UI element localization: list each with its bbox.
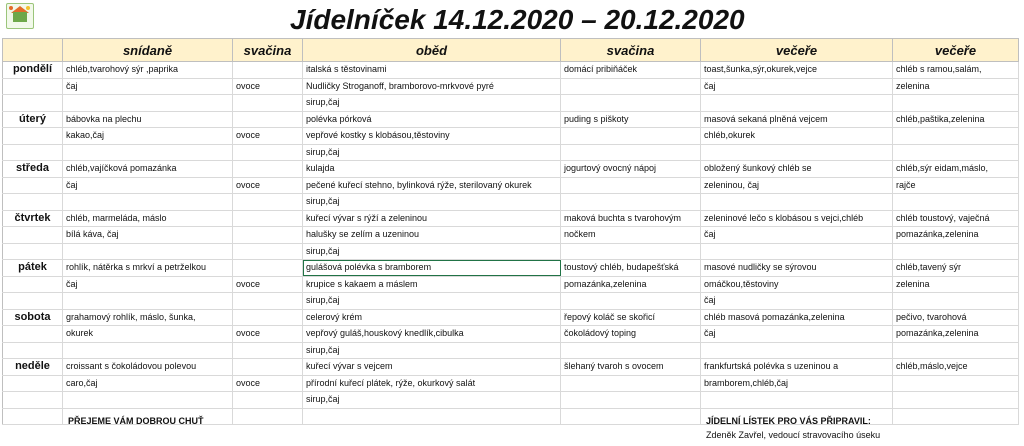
- table-row: [3, 260, 1019, 277]
- menu-cell[interactable]: čaj: [701, 227, 893, 244]
- menu-cell[interactable]: sirup,čaj: [303, 243, 561, 260]
- menu-cell[interactable]: krupice s kakaem a máslem: [303, 276, 561, 293]
- menu-cell[interactable]: [561, 144, 701, 161]
- menu-cell[interactable]: [893, 243, 1019, 260]
- table-row: [3, 78, 1019, 95]
- menu-cell[interactable]: [233, 260, 303, 277]
- menu-cell[interactable]: pečivo, tvarohová: [893, 309, 1019, 326]
- table-row: [3, 111, 1019, 128]
- menu-cell[interactable]: [233, 293, 303, 310]
- day-cell[interactable]: [3, 392, 63, 409]
- table-row: [3, 309, 1019, 326]
- menu-cell[interactable]: [561, 408, 701, 425]
- table-row: [3, 342, 1019, 359]
- day-cell[interactable]: [3, 276, 63, 293]
- menu-cell[interactable]: chléb masová pomazánka,zelenina: [701, 309, 893, 326]
- day-cell[interactable]: neděle: [3, 359, 63, 376]
- menu-cell[interactable]: Nudličky Stroganoff, bramborovo-mrkvové pyré: [303, 78, 561, 95]
- menu-cell[interactable]: halušky se zelím a uzeninou: [303, 227, 561, 244]
- day-cell[interactable]: pondělí: [3, 62, 63, 79]
- header-row: [3, 39, 1019, 62]
- table-row: [3, 293, 1019, 310]
- menu-cell[interactable]: [893, 128, 1019, 145]
- menu-cell[interactable]: omáčkou,těstoviny: [701, 276, 893, 293]
- menu-cell[interactable]: sirup,čaj: [303, 95, 561, 112]
- menu-cell[interactable]: puding s piškoty: [561, 111, 701, 128]
- logo-house: [13, 12, 27, 22]
- menu-cell[interactable]: šlehaný tvaroh s ovocem: [561, 359, 701, 376]
- day-cell[interactable]: [3, 128, 63, 145]
- table-row: [3, 392, 1019, 409]
- day-cell[interactable]: středa: [3, 161, 63, 178]
- menu-cell[interactable]: kuřecí vývar s rýží a zeleninou: [303, 210, 561, 227]
- header-cell-dinner: večeře: [701, 39, 893, 62]
- footer-prepared-name: Zdeněk Zavřel, vedoucí stravovacího úseku: [706, 430, 881, 440]
- menu-cell[interactable]: čaj: [701, 326, 893, 343]
- menu-cell[interactable]: pomazánka,zelenina: [893, 227, 1019, 244]
- menu-cell[interactable]: [233, 161, 303, 178]
- menu-cell[interactable]: řepový koláč se skořicí: [561, 309, 701, 326]
- menu-cell[interactable]: [233, 342, 303, 359]
- menu-cell[interactable]: [63, 342, 233, 359]
- menu-cell[interactable]: [233, 62, 303, 79]
- menu-cell[interactable]: [233, 95, 303, 112]
- menu-cell[interactable]: sirup,čaj: [303, 293, 561, 310]
- menu-cell[interactable]: [233, 392, 303, 409]
- menu-cell[interactable]: [303, 408, 561, 425]
- menu-cell[interactable]: [701, 342, 893, 359]
- table-row: [3, 326, 1019, 343]
- menu-cell[interactable]: italská s těstovinami: [303, 62, 561, 79]
- menu-cell[interactable]: caro,čaj: [63, 375, 233, 392]
- menu-cell[interactable]: čaj: [701, 78, 893, 95]
- menu-cell[interactable]: toustový chléb, budapešťská: [561, 260, 701, 277]
- menu-cell[interactable]: chléb,vajíčková pomazánka: [63, 161, 233, 178]
- menu-cell[interactable]: gulášová polévka s bramborem: [303, 260, 561, 277]
- table-row: [3, 194, 1019, 211]
- footer-wish: PŘEJEME VÁM DOBROU CHUŤ: [68, 416, 204, 426]
- menu-cell[interactable]: [701, 194, 893, 211]
- menu-cell[interactable]: ovoce: [233, 177, 303, 194]
- menu-cell[interactable]: sirup,čaj: [303, 194, 561, 211]
- menu-cell[interactable]: čaj: [701, 293, 893, 310]
- menu-cell[interactable]: okurek: [63, 326, 233, 343]
- menu-cell[interactable]: [893, 375, 1019, 392]
- menu-cell[interactable]: čaj: [63, 177, 233, 194]
- menu-cell[interactable]: [561, 128, 701, 145]
- table-row: [3, 177, 1019, 194]
- menu-cell[interactable]: ovoce: [233, 128, 303, 145]
- menu-cell[interactable]: [63, 293, 233, 310]
- menu-cell[interactable]: kuřecí vývar s vejcem: [303, 359, 561, 376]
- menu-cell[interactable]: jogurtový ovocný nápoj: [561, 161, 701, 178]
- day-cell[interactable]: [3, 194, 63, 211]
- menu-cell[interactable]: ovoce: [233, 78, 303, 95]
- day-cell[interactable]: sobota: [3, 309, 63, 326]
- menu-cell[interactable]: sirup,čaj: [303, 342, 561, 359]
- menu-cell[interactable]: celerový krém: [303, 309, 561, 326]
- menu-cell[interactable]: kakao,čaj: [63, 128, 233, 145]
- menu-cell[interactable]: maková buchta s tvarohovým: [561, 210, 701, 227]
- menu-cell[interactable]: čaj: [63, 78, 233, 95]
- header-cell-second-dinner: večeře: [893, 39, 1019, 62]
- header-cell-breakfast: snídaně: [63, 39, 233, 62]
- footer-prepared-label: JÍDELNÍ LÍSTEK PRO VÁS PŘIPRAVIL:: [706, 416, 871, 426]
- menu-cell[interactable]: [233, 227, 303, 244]
- page-title: Jídelníček 14.12.2020 – 20.12.2020: [290, 4, 745, 35]
- menu-cell[interactable]: přírodní kuřecí plátek, rýže, okurkový salát: [303, 375, 561, 392]
- menu-cell[interactable]: čaj: [63, 276, 233, 293]
- table-row: [3, 227, 1019, 244]
- menu-cell[interactable]: grahamový rohlík, máslo, šunka,: [63, 309, 233, 326]
- menu-cell[interactable]: [561, 243, 701, 260]
- menu-cell[interactable]: sirup,čaj: [303, 392, 561, 409]
- menu-cell[interactable]: [701, 243, 893, 260]
- menu-cell[interactable]: chléb,tavený sýr: [893, 260, 1019, 277]
- menu-cell[interactable]: sirup,čaj: [303, 144, 561, 161]
- day-cell[interactable]: [3, 375, 63, 392]
- menu-cell[interactable]: frankfurtská polévka s uzeninou a: [701, 359, 893, 376]
- menu-cell[interactable]: zelenina: [893, 78, 1019, 95]
- day-cell[interactable]: [3, 293, 63, 310]
- menu-cell[interactable]: chléb s ramou,salám,: [893, 62, 1019, 79]
- menu-cell[interactable]: zelenina: [893, 276, 1019, 293]
- day-cell[interactable]: [3, 326, 63, 343]
- menu-cell[interactable]: [893, 293, 1019, 310]
- header-cell-day: [3, 39, 63, 62]
- table-row: [3, 359, 1019, 376]
- menu-cell[interactable]: ovoce: [233, 375, 303, 392]
- menu-cell[interactable]: chléb,sýr eidam,máslo,: [893, 161, 1019, 178]
- menu-cell[interactable]: [233, 408, 303, 425]
- table-row: [3, 276, 1019, 293]
- menu-cell[interactable]: domácí pribiňáček: [561, 62, 701, 79]
- menu-cell[interactable]: rajče: [893, 177, 1019, 194]
- table-row: [3, 375, 1019, 392]
- menu-cell[interactable]: chléb,tvarohový sýr ,paprika: [63, 62, 233, 79]
- menu-cell[interactable]: [63, 144, 233, 161]
- menu-cell[interactable]: [561, 177, 701, 194]
- menu-cell[interactable]: masová sekaná plněná vejcem: [701, 111, 893, 128]
- menu-cell[interactable]: [561, 293, 701, 310]
- day-cell[interactable]: [3, 227, 63, 244]
- menu-cell[interactable]: [233, 309, 303, 326]
- menu-cell[interactable]: [561, 194, 701, 211]
- menu-cell[interactable]: polévka pórková: [303, 111, 561, 128]
- menu-cell[interactable]: [63, 194, 233, 211]
- menu-cell[interactable]: [561, 375, 701, 392]
- menu-cell[interactable]: [893, 342, 1019, 359]
- menu-cell[interactable]: vepřové kostky s klobásou,těstoviny: [303, 128, 561, 145]
- table-row: [3, 62, 1019, 79]
- header-cell-snack-afternoon: svačina: [561, 39, 701, 62]
- menu-cell[interactable]: rohlík, nátěrka s mrkví a petrželkou: [63, 260, 233, 277]
- menu-cell[interactable]: pečené kuřecí stehno, bylinková rýže, sterilovaný okurek: [303, 177, 561, 194]
- table-row: [3, 128, 1019, 145]
- menu-cell[interactable]: bílá káva, čaj: [63, 227, 233, 244]
- logo-dot: [26, 6, 30, 10]
- day-cell[interactable]: [3, 342, 63, 359]
- menu-cell[interactable]: ovoce: [233, 276, 303, 293]
- menu-cell[interactable]: [893, 144, 1019, 161]
- logo-dot: [9, 6, 13, 10]
- day-cell[interactable]: [3, 78, 63, 95]
- menu-cell[interactable]: croissant s čokoládovou polevou: [63, 359, 233, 376]
- table-row: [3, 210, 1019, 227]
- menu-cell[interactable]: [701, 392, 893, 409]
- table-row: [3, 95, 1019, 112]
- table-row: [3, 161, 1019, 178]
- table-row: [3, 144, 1019, 161]
- menu-cell[interactable]: toast,šunka,sýr,okurek,vejce: [701, 62, 893, 79]
- header-cell-lunch: oběd: [303, 39, 561, 62]
- menu-cell[interactable]: [893, 194, 1019, 211]
- menu-cell[interactable]: [233, 210, 303, 227]
- menu-cell[interactable]: [561, 95, 701, 112]
- table-row: [3, 243, 1019, 260]
- menu-cell[interactable]: zeleninou, čaj: [701, 177, 893, 194]
- menu-cell[interactable]: bábovka na plechu: [63, 111, 233, 128]
- menu-cell[interactable]: [893, 392, 1019, 409]
- menu-cell[interactable]: [233, 194, 303, 211]
- menu-cell[interactable]: [893, 95, 1019, 112]
- menu-cell[interactable]: chléb,paštika,zelenina: [893, 111, 1019, 128]
- menu-cell[interactable]: [561, 392, 701, 409]
- menu-cell[interactable]: [561, 78, 701, 95]
- menu-cell[interactable]: [233, 359, 303, 376]
- menu-cell[interactable]: chléb,máslo,vejce: [893, 359, 1019, 376]
- menu-table: [2, 38, 1019, 425]
- menu-cell[interactable]: kulajda: [303, 161, 561, 178]
- menu-cell[interactable]: vepřový guláš,houskový knedlík,cibulka: [303, 326, 561, 343]
- menu-cell[interactable]: [233, 144, 303, 161]
- menu-cell[interactable]: bramborem,chléb,čaj: [701, 375, 893, 392]
- menu-cell[interactable]: [63, 243, 233, 260]
- menu-cell[interactable]: chléb toustový, vaječná: [893, 210, 1019, 227]
- menu-cell[interactable]: pomazánka,zelenina: [893, 326, 1019, 343]
- day-cell[interactable]: úterý: [3, 111, 63, 128]
- menu-cell[interactable]: obložený šunkový chléb se: [701, 161, 893, 178]
- menu-cell[interactable]: ovoce: [233, 326, 303, 343]
- house-logo-icon: [6, 3, 34, 29]
- menu-cell[interactable]: [233, 111, 303, 128]
- menu-cell[interactable]: čokoládový toping: [561, 326, 701, 343]
- menu-cell[interactable]: masové nudličky se sýrovou: [701, 260, 893, 277]
- menu-cell[interactable]: zeleninové lečo s klobásou s vejci,chléb: [701, 210, 893, 227]
- day-cell[interactable]: [3, 144, 63, 161]
- menu-cell[interactable]: [893, 408, 1019, 425]
- day-cell[interactable]: [3, 177, 63, 194]
- menu-cell[interactable]: [233, 243, 303, 260]
- menu-cell[interactable]: [561, 342, 701, 359]
- day-cell[interactable]: [3, 243, 63, 260]
- menu-cell[interactable]: [63, 95, 233, 112]
- day-cell[interactable]: [3, 408, 63, 425]
- day-cell[interactable]: pátek: [3, 260, 63, 277]
- header-cell-snack-morning: svačina: [233, 39, 303, 62]
- menu-cell[interactable]: [701, 144, 893, 161]
- menu-cell[interactable]: [63, 392, 233, 409]
- menu-cell[interactable]: nočkem: [561, 227, 701, 244]
- menu-cell[interactable]: pomazánka,zelenina: [561, 276, 701, 293]
- menu-cell[interactable]: chléb, marmeláda, máslo: [63, 210, 233, 227]
- menu-cell[interactable]: chléb,okurek: [701, 128, 893, 145]
- day-cell[interactable]: čtvrtek: [3, 210, 63, 227]
- day-cell[interactable]: [3, 95, 63, 112]
- menu-cell[interactable]: [701, 95, 893, 112]
